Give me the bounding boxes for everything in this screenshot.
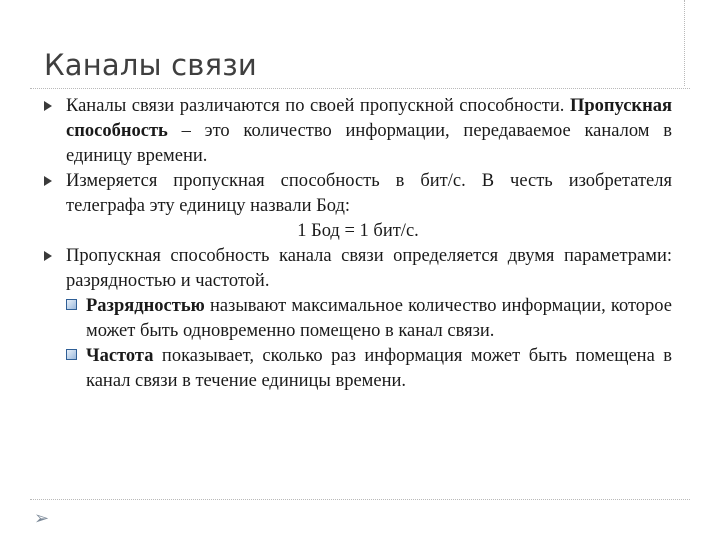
bullet-item-1 [44,94,672,169]
bullet-3-text: Пропускная способность канала связи определяется двумя параметрами: разрядностью и частотой. [66,246,672,291]
bullet-item-2 [44,169,672,219]
bullet-item-3 [44,244,672,294]
slide-content [44,94,672,394]
nav-arrow-icon[interactable]: ➢ [34,508,50,529]
sub-item-2-bold: Частота [86,346,154,366]
bullet-2-text: Измеряется пропускная способность в бит/с. В честь изобретателя телеграфа эту единицу назвали Бод: [66,171,672,216]
bullet-1-text-after: – это количество информации, передаваемое каналом в единицу времени. [66,121,672,166]
sub-item-1-bold: Разрядностью [86,296,205,316]
triangle-bullet-icon [44,251,52,261]
title-divider [30,88,690,89]
slide-title: Каналы связи [44,48,257,82]
square-bullet-icon [66,299,77,310]
sub-item-2-text: показывает, сколько раз информация может быть помещена в канал связи в течение единицы времени. [86,346,672,391]
triangle-bullet-icon [44,176,52,186]
square-bullet-icon [66,349,77,360]
bullet-1-text-before: Каналы связи различаются по своей пропускной способности. [66,96,570,116]
bullet-1-bold: Пропускная способность [66,96,672,141]
sub-item-1 [44,294,672,344]
footer-divider [30,499,690,500]
sub-item-1-text: называют максимальное количество информации, которое может быть одновременно помещено в канал связи. [86,296,672,341]
formula: 1 Бод = 1 бит/с. [297,221,419,241]
sub-item-2 [44,344,672,394]
triangle-bullet-icon [44,101,52,111]
vertical-divider [684,0,685,86]
